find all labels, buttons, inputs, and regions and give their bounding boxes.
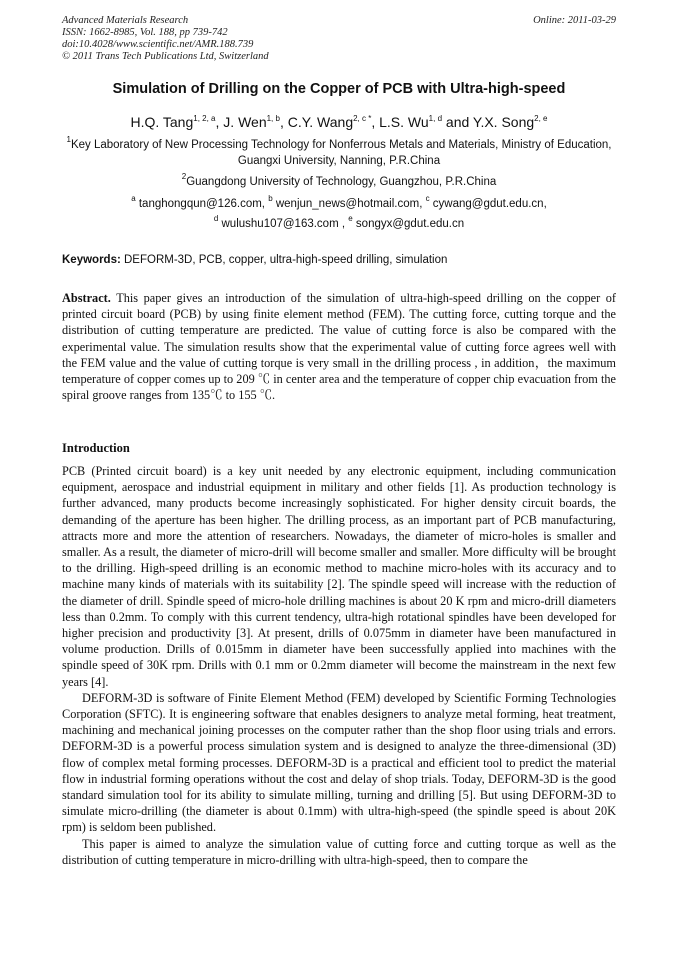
author: L.S. Wu$^{1, d}$ and xyxy=(379,114,473,130)
email-c: cywang@gdut.edu.cn xyxy=(432,198,544,210)
keywords-text: DEFORM-3D, PCB, copper, ultra-high-speed drilling, simulation xyxy=(124,254,448,266)
email-b: wenjun_news@hotmail.com xyxy=(275,198,420,210)
email-d: wulushu107@163.com xyxy=(221,218,339,230)
author: J. Wen$^{1, b}$, xyxy=(223,114,288,130)
affiliation-2: $^2$Guangdong University of Technology, Guangzhou, P.R.China xyxy=(181,172,497,188)
author: C.Y. Wang$^{2, c *}$, xyxy=(287,114,380,130)
author-list xyxy=(62,113,616,131)
paragraph: DEFORM-3D is software of Finite Element Method (FEM) developed by Scientific Forming Technologies Corporation (SFTC). It is engineering software that enables designers to analyze metal forming, heat treatment, machining and mechanical joining processes on the computer rather than the shop floor using trials and errors. DEFORM-3D is a powerful process simulation system and is designed to analyze the three-dimensional (3D) flow of complex metal forming processes. DEFORM-3D is a practical and efficient tool to predict the material flow in industrial forming operations without the cost and delay of shop trials. Today, DEFORM-3D is the good standard simulation tool for its ability to simulate milling, turning and drilling [5]. But using DEFORM-3D to simulate micro-drilling (the diameter is about 0.1mm) with ultra-high-speed (the spindle speed is about 20K rpm) is seldom been published. xyxy=(62,690,616,835)
journal-header xyxy=(62,15,616,63)
journal-name: Advanced Materials Research xyxy=(62,15,189,26)
paper-title: Simulation of Drilling on the Copper of PCB with Ultra-high-speed xyxy=(112,81,566,97)
paragraph: PCB (Printed circuit board) is a key unit needed by any electronic equipment, including communication equipment, aerospace and industrial equipment in military and other fields [1]. As production technology is further advanced, many products become increasingly sophisticated. For higher density circuit boards, the demanding of the aperture has been higher. The drilling process, as an important part of PCB manufacturing, attracts more and more the attention of researchers. Nowadays, the diameter of micro-holes is smaller and smaller. As a result, the diameter of micro-drill will become smaller and smaller. More difficulty will be brought to the drilling. High-speed drilling is an economic method to machine micro-holes with its accuracy and to machine many kinds of materials with its suitability [2]. The spindle speed will increase with the reduction of the diameter of drill. Spindle speed of micro-hole drilling machines is about 20 K rpm and micro-drill diameters less than 0.2mm. To comply with this current tendency, ultra-high rotational spindles have been developed for higher precision and productivity [3]. At present, drills of 0.075mm in diameter have been manufactured in volume production. Drills of 0.015mm in diameter have been successfully applied into machines with the spindle speed of 30K rpm. Drills with 0.1 mm or 0.2mm diameter will become the mainstream in the next few years [4]. xyxy=(62,464,616,689)
online-date: Online: 2011-03-29 xyxy=(533,15,616,26)
copyright-line: © 2011 Trans Tech Publications Ltd, Switzerland xyxy=(62,51,269,62)
abstract xyxy=(62,290,616,403)
keywords xyxy=(62,252,616,268)
abstract-label: Abstract. xyxy=(62,291,111,305)
email-a: tanghongqun@126.com xyxy=(138,198,262,210)
author: Y.X. Song$^{2, e}$ xyxy=(472,114,548,130)
section-heading-introduction: Introduction xyxy=(62,441,130,455)
author: H.Q. Tang$^{1, 2, a}$, xyxy=(130,114,224,130)
keywords-label: Keywords: xyxy=(62,254,121,266)
email-line-1: $^a$ tanghongqun@126.com, $^b$ wenjun_news@hotmail.com, $^c$ cywang@gdut.edu.cn, xyxy=(131,194,547,210)
email-line-2: $^d$ wulushu107@163.com , $^e$ songyx@gdut.edu.cn xyxy=(213,214,465,230)
email-e: songyx@gdut.edu.cn xyxy=(355,218,465,230)
paragraph: This paper is aimed to analyze the simulation value of cutting force and cutting torque as well as the distribution of cutting temperature in micro-drilling with ultra-high-speed, then to compare the xyxy=(62,836,616,867)
introduction-body xyxy=(62,463,616,868)
affiliation-1: $^1$Key Laboratory of New Processing Technology for Nonferrous Metals and Materials, Ministry of Education, Guangxi University, Nanning, P.R.China xyxy=(66,135,612,167)
issn-line: ISSN: 1662-8985, Vol. 188, pp 739-742 xyxy=(62,27,228,38)
abstract-text: This paper gives an introduction of the simulation of ultra-high-speed drilling on the copper of printed circuit board (PCB) by using finite element method (FEM). The cutting force, cutting torque and the distribution of cutting temperature are predicted. The value of cutting force is also be compared with the experimental value. The simulation results show that the experimental value of cutting force agrees well with the FEM value and the value of cutting torque is very small in the drilling process , in addition，the maximum temperature of copper comes up to 209 ℃ in center area and the temperature of copper chip evacuation from the spiral groove ranges from 135℃ to 155 ℃. xyxy=(62,291,617,403)
doi-line: doi:10.4028/www.scientific.net/AMR.188.739 xyxy=(62,39,254,50)
